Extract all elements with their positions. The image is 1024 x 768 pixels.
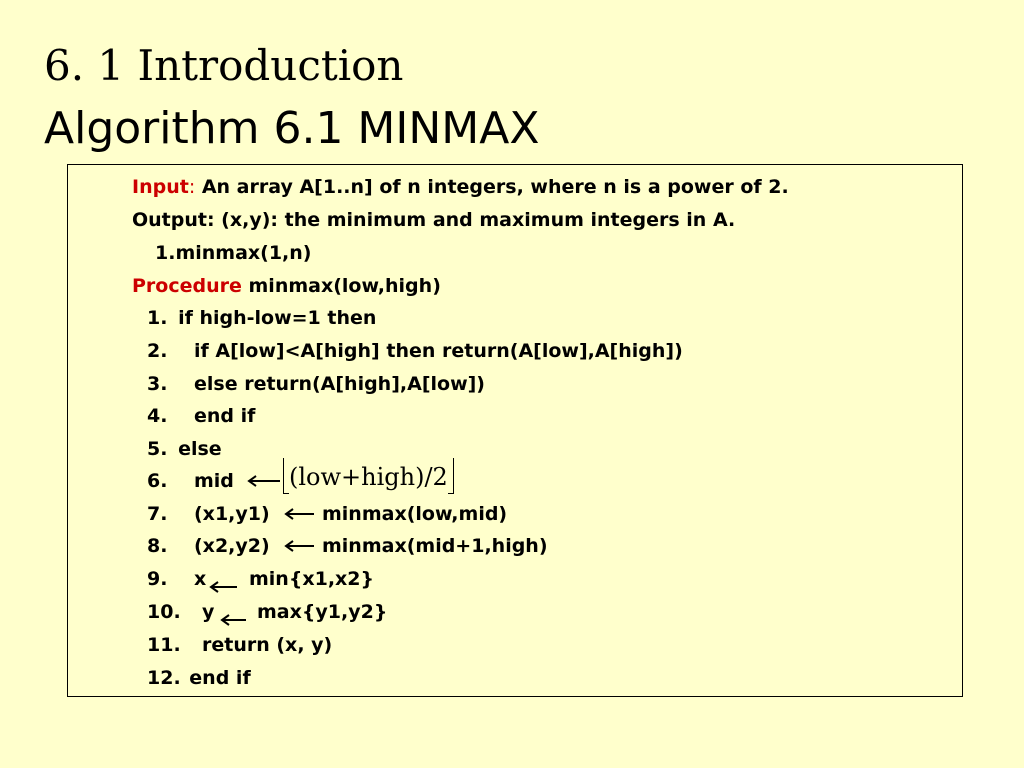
output-line: Output: (x,y): the minimum and maximum integers in A. <box>132 209 736 231</box>
step-text: if A[low]<A[high] then return(A[low],A[high]) <box>194 340 683 362</box>
left-arrow-icon <box>208 580 240 594</box>
step-number: 2. <box>147 340 168 362</box>
step-text: else return(A[high],A[low]) <box>194 373 485 395</box>
step-text: else <box>178 438 222 460</box>
step-number: 3. <box>147 373 168 395</box>
assign-lhs: (x2,y2) <box>194 535 270 557</box>
procedure-keyword: Procedure <box>132 275 242 297</box>
step-line <box>147 665 251 691</box>
step-text: end if <box>189 667 251 689</box>
slide-title-section: 6. 1 Introduction <box>44 41 404 90</box>
input-colon: : <box>188 176 196 198</box>
slide-title-algorithm: Algorithm 6.1 MINMAX <box>44 103 540 154</box>
step-line <box>147 403 255 429</box>
step-line <box>147 338 683 364</box>
step-line <box>147 305 376 331</box>
input-description: An array A[1..n] of n integers, where n is a power of 2. <box>195 176 789 198</box>
step-number: 10. <box>147 601 181 623</box>
step-line <box>147 566 206 592</box>
step-number: 1. <box>147 307 168 329</box>
initial-call-line: 1.minmax(1,n) <box>155 242 312 264</box>
assign-rhs: minmax(mid+1,high) <box>322 535 548 557</box>
step-number: 5. <box>147 438 168 460</box>
procedure-signature: minmax(low,high) <box>241 275 441 297</box>
assign-rhs: min{x1,x2} <box>249 568 375 590</box>
step-number: 6. <box>147 470 168 492</box>
step-line <box>147 599 214 625</box>
step-line <box>147 371 485 397</box>
step-line <box>147 533 270 559</box>
step-number: 4. <box>147 405 168 427</box>
step-line <box>147 468 234 494</box>
step-line <box>147 632 332 658</box>
math-expression: (low+high)/2 <box>289 463 448 491</box>
step-number: 7. <box>147 503 168 525</box>
step-text: end if <box>194 405 256 427</box>
assign-rhs: max{y1,y2} <box>257 601 388 623</box>
input-line <box>132 174 789 200</box>
assign-rhs: minmax(low,mid) <box>322 503 508 525</box>
step-number: 8. <box>147 535 168 557</box>
step-number: 12. <box>147 667 181 689</box>
step-line <box>147 436 222 462</box>
step-number: 11. <box>147 634 181 656</box>
step-text: if high-low=1 then <box>178 307 377 329</box>
input-keyword: Input <box>132 176 189 198</box>
step-text: return (x, y) <box>202 634 333 656</box>
assign-lhs: y <box>202 601 215 623</box>
left-arrow-icon <box>282 506 318 522</box>
left-arrow-icon <box>282 538 318 554</box>
floor-brackets <box>283 460 454 494</box>
left-arrow-icon <box>219 613 249 627</box>
step-line <box>147 501 270 527</box>
left-arrow-icon <box>244 473 284 489</box>
step-number: 9. <box>147 568 168 590</box>
step-text: mid <box>194 470 234 492</box>
procedure-line <box>132 273 441 299</box>
floor-expression <box>283 460 454 494</box>
assign-lhs: (x1,y1) <box>194 503 270 525</box>
assign-lhs: x <box>194 568 207 590</box>
